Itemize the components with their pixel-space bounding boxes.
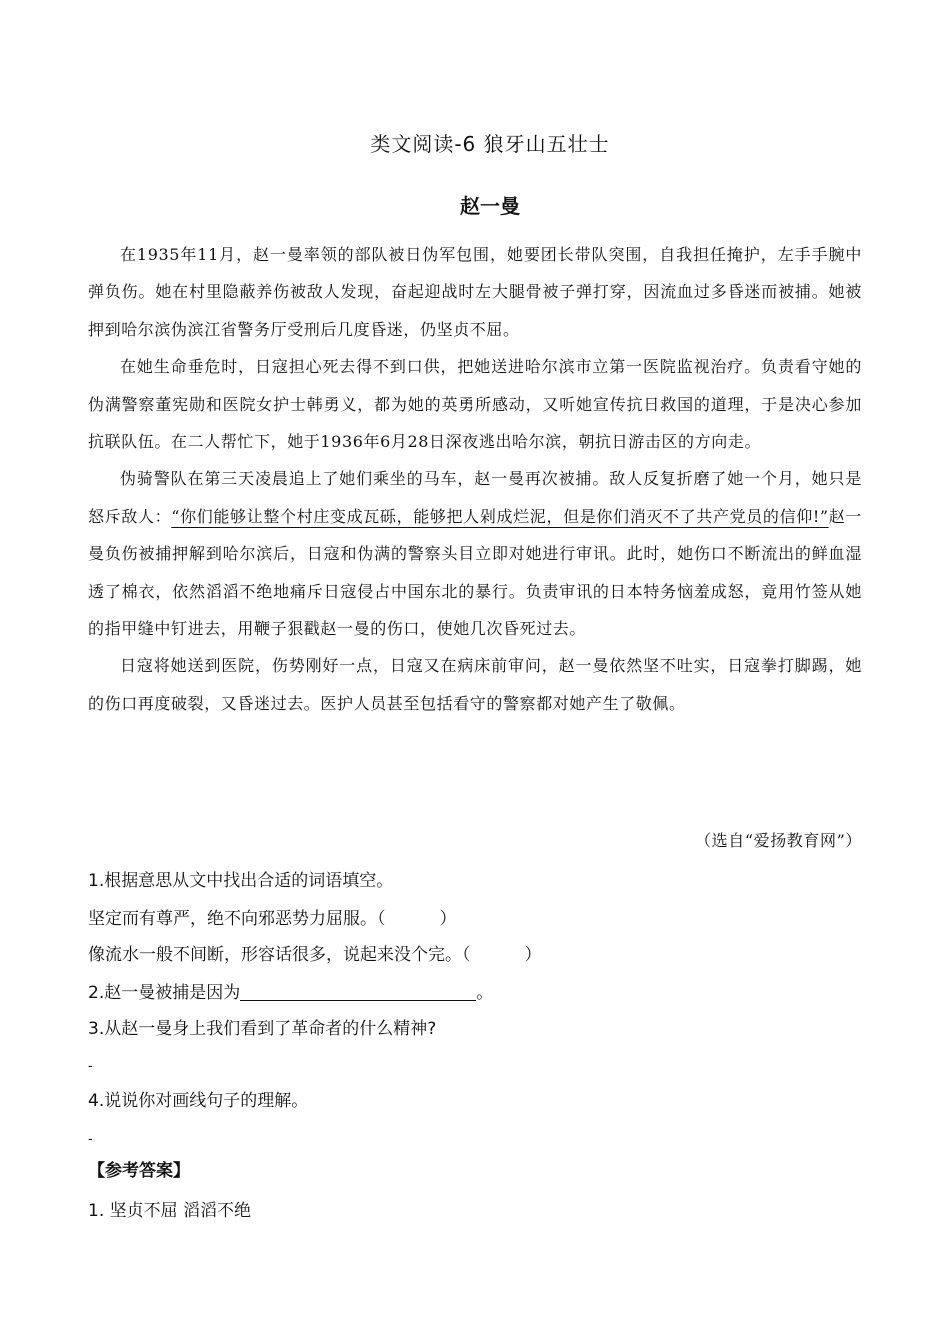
answer-1: 1. 坚贞不屈 滔滔不绝	[88, 1201, 252, 1221]
answer-space-4: -	[88, 1132, 93, 1147]
page-title: 类文阅读-6 狼牙山五壮士	[370, 132, 610, 156]
source-citation: （选自“爱扬教育网”）	[695, 831, 862, 850]
paragraph-2: 在她生命垂危时，日寇担心死去得不到口供，把她送进哈尔滨市立第一医院监视治疗。负责看守她的伪满警察董宪勋和医院女护士韩勇义，都为她的英勇所感动，又听她宣传抗日救国的道理，于是决心参加抗联队伍。在二人帮忙下，她于1936年6月28日深夜逃出哈尔滨，朝抗日游击区的方向走。	[88, 357, 862, 452]
question-1b	[88, 940, 542, 965]
question-2-end: 。	[476, 983, 494, 1003]
reading-passage	[88, 236, 862, 722]
paragraph-4: 日寇将她送到医院，伤势刚好一点，日寇又在病床前审问，赵一曼依然坚不吐实，日寇拳打脚踢，她的伤口再度破裂，又昏迷过去。医护人员甚至包括看守的警察都对她产生了敬佩。	[88, 656, 862, 713]
paragraph-3-after: 赵一曼负伤被捕押解到哈尔滨后，日寇和伪满的警察头目立即对她进行审讯。此时，她伤口不断流出的鲜血湿透了棉衣，依然滔滔不绝地痛斥日寇侵占中国东北的暴行。负责审讯的日本特务恼羞成怒，竟用竹签从她的指甲缝中钉进去，用鞭子狠戳赵一曼的伤口，使她几次昏死过去。	[88, 506, 862, 639]
question-1b-text: 像流水一般不间断，形容话很多，说起来没个完。（	[88, 945, 471, 965]
question-1a-close: ）	[439, 909, 457, 929]
paragraph-1: 在1935年11月，赵一曼率领的部队被日伪军包围，她要团长带队突围，自我担任掩护，左手手腕中弹负伤。她在村里隐蔽养伤被敌人发现，奋起迎战时左大腿骨被子弹打穿，因流血过多昏迷而被捕。她被押到哈尔滨伪滨江省警务厅受刑后几度昏迷，仍坚贞不屈。	[88, 245, 862, 339]
paragraph-3	[88, 460, 862, 647]
question-1a-text: 坚定而有尊严，绝不向邪恶势力屈服。（	[88, 909, 386, 929]
answer-space-3: -	[88, 1059, 93, 1074]
question-2-text: 2.赵一曼被捕是因为	[88, 983, 241, 1003]
question-3: 3.从赵一曼身上我们看到了革命者的什么精神?	[88, 1019, 437, 1039]
answer-line-2[interactable]	[240, 982, 476, 1001]
question-1b-close: ）	[524, 945, 542, 965]
answers-heading: 【参考答案】	[88, 1161, 190, 1181]
question-4: 4.说说你对画线句子的理解。	[88, 1091, 309, 1111]
question-1: 1.根据意思从文中找出合适的词语填空。	[88, 871, 394, 891]
underlined-sentence: “你们能够让整个村庄变成瓦砾，能够把人剁成烂泥，但是你们消灭不了共产党员的信仰!”	[171, 506, 829, 526]
question-2	[88, 978, 493, 1003]
paragraph-3-before: 伪骑警队在第三天凌晨追上了她们乘坐的马车，赵一曼再次被捕。敌人反复折磨了她一个月，她只是怒斥敌人：	[88, 469, 862, 526]
question-1a	[88, 904, 457, 929]
article-title: 赵一曼	[460, 194, 520, 218]
